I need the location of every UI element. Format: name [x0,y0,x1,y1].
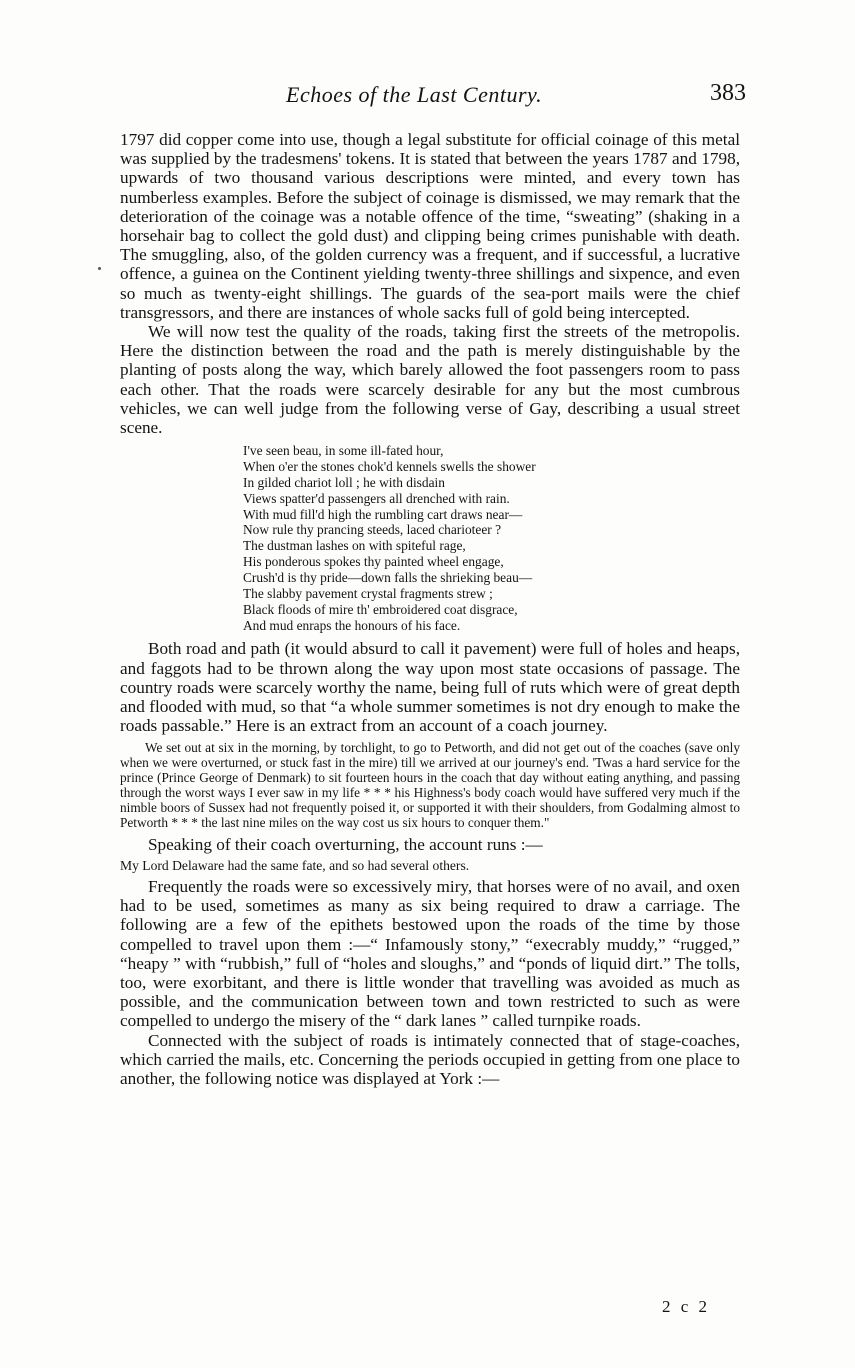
margin-dot [98,267,101,270]
quote-delaware: My Lord Delaware had the same fate, and so had several others. [120,858,470,874]
verse-line: Views spatter'd passengers all drenched with rain. [243,490,510,506]
verse-line: Now rule thy prancing steeds, laced charioteer ? [243,522,502,538]
printer-signature: 2 c 2 [662,1297,711,1316]
paragraph-epithets: Frequently the roads were so excessively miry, that horses were of no avail, and oxen had to be used, sometimes as many as six being required to draw a carriage. The following are a few of the epithets bestowed upon the roads of the time by those compelled to travel upon them :—“ Infamously stony,” “execrably muddy,” “rugged,” “heapy ” with “rubbish,” full of “holes and sloughs,” and “ponds of liquid dirt.” The tolls, too, were exorbitant, and there is little wonder that travelling was avoided as much as possible, and the communication between town and town restricted to such as were compelled to undergo the misery of the “ dark lanes ” called turnpike roads. [120,877,740,1031]
verse-line: The slabby pavement crystal fragments strew ; [243,585,493,601]
verse-gay [243,443,740,633]
verse-line: When o'er the stones chok'd kennels swells the shower [243,459,536,475]
verse-line: Crush'd is thy pride—down falls the shrieking beau— [243,570,533,585]
extract-coach-journey: We set out at six in the morning, by torchlight, to go to Petworth, and did not get out of the coaches (save only when we were overturned, or stuck fast in the mire) till we arrived at our journey's end. 'Twas a hard service for the prince (Prince George of Denmark) to sit fourteen hours in the coach that day without eating anything, and passing through the worst ways I ever saw in my life * * * his Highness's body coach would have suffered very much if the nimble boors of Sussex had not frequently poised it, or supported it with their shoulders, from Godalming almost to Petworth * * * the last nine miles on the way cost us six hours to conquer them." [120,740,740,830]
verse-line: His ponderous spokes thy painted wheel engage, [243,554,504,570]
running-title: Echoes of the Last Century. [286,82,543,107]
body-text [120,130,740,1088]
paragraph-country-roads: Both road and path (it would absurd to call it pavement) were full of holes and heaps, and faggots had to be thrown along the way upon most state occasions of passage. The country roads were scarcely worthy the name, being full of ruts which were of great depth and flooded with mud, so that “a whole summer sometimes is not dry enough to make the roads passable.” Here is an extract from an account of a coach journey. [120,639,740,736]
verse-line: The dustman lashes on with spiteful rage, [243,538,466,554]
paragraph-stage-coaches: Connected with the subject of roads is intimately connected that of stage-coaches, which carried the mails, etc. Concerning the periods occupied in getting from one place to another, the following notice was displayed at York :— [120,1030,740,1089]
paragraph-coinage: 1797 did copper come into use, though a legal substitute for official coinage of this metal was supplied by the tradesmens' tokens. It is stated that between the years 1787 and 1798, upwards of two thousand various descriptions were minted, and every town has numberless examples. Before the subject of coinage is dismissed, we may remark that the deterioration of the coinage was a notable offence of the time, “sweating” (shaking in a horsehair bag to collect the gold dust) and clipping being crimes punishable with death. The smuggling, also, of the golden currency was a frequent, and if successful, a lucrative offence, a guinea on the Continent yielding twenty-three shillings and sixpence, and even so much as twenty-eight shillings. The guards of the sea-port mails were the chief transgressors, and there are instances of whole sacks full of gold being intercepted. [120,130,740,322]
verse-line: I've seen beau, in some ill-fated hour, [243,443,444,459]
verse-line: Black floods of mire th' embroidered coat disgrace, [243,601,518,617]
paragraph-roads: We will now test the quality of the roads, taking first the streets of the metropolis. Here the distinction between the road and the path is merely distinguishable by the planting of posts along the way, which barely allowed the foot passengers room to pass each other. That the roads were scarcely desirable for any but the most cumbrous vehicles, we can well judge from the following verse of Gay, describing a usual street scene. [120,322,740,438]
running-header [286,82,746,116]
page-number: 383 [710,80,746,106]
verse-line: In gilded chariot loll ; he with disdain [243,474,445,490]
verse-line: And mud enraps the honours of his face. [243,617,461,633]
verse-line: With mud fill'd high the rumbling cart draws near— [243,506,523,522]
paragraph-overturning: Speaking of their coach overturning, the account runs :— [148,834,543,854]
